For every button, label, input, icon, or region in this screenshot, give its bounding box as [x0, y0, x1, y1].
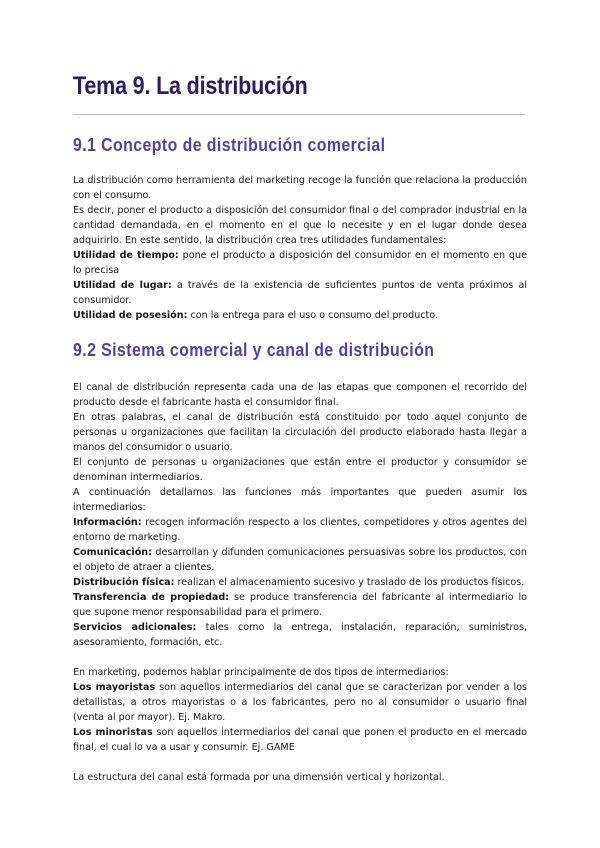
definition: recogen información respecto a los clientes, competidores y otros agentes del entorno de marketing. [73, 517, 527, 543]
definition: pone el producto a disposición del consumidor en el momento en que lo precisa [73, 250, 527, 276]
utility-item [73, 308, 527, 323]
paragraph: La distribución como herramienta del marketing recoge la función que relaciona la producción con el consumo. [73, 175, 527, 201]
term: Los minoristas [73, 727, 153, 738]
term: Los mayoristas [73, 682, 156, 693]
section-2-heading: 9.2 Sistema comercial y canal de distribución [73, 340, 435, 360]
function-item [73, 515, 527, 545]
spacer [73, 755, 527, 770]
definition: con la entrega para el uso o consumo del producto. [187, 310, 439, 321]
section-2-body [73, 380, 527, 785]
type-item [73, 725, 527, 755]
function-item [73, 590, 527, 620]
definition: se produce transferencia del fabricante al intermediario lo que supone menor responsabilidad para el primero. [73, 592, 527, 618]
definition: a través de la existencia de suficientes puntos de venta próximos al consumidor. [73, 280, 527, 306]
spacer [73, 650, 527, 665]
definition: son aquellos intermediarios del canal que se caracterizan por vender a los detallistas, a otros mayoristas o a los fabricantes, pero no al consumidor o usuario final (venta al por mayor). Ej. Makro. [73, 682, 527, 723]
section-1-body [73, 173, 527, 323]
term: Transferencia de propiedad: [73, 592, 230, 603]
function-item [73, 620, 527, 650]
definition: son aquellos intermediarios del canal que ponen el producto en el mercado final, el cual lo va a usar y consumir. Ej. GAME [73, 727, 527, 753]
function-item [73, 545, 527, 575]
title-divider [73, 114, 525, 115]
term: Comunicación: [73, 547, 152, 558]
term: Utilidad de posesión: [73, 310, 188, 321]
paragraph: La estructura del canal está formada por una dimensión vertical y horizontal. [73, 772, 445, 783]
definition: desarrollan y difunden comunicaciones persuasivas sobre los productos, con el objeto de atraer a clientes. [73, 547, 527, 573]
paragraph: En otras palabras, el canal de distribución está constituido por todo aquel conjunto de personas u organizaciones que facilitan la circulación del producto elaborado hasta llegar a manos del consumidor o usuario. [73, 412, 527, 453]
page-title: Tema 9. La distribución [73, 72, 308, 100]
paragraph: En marketing, podemos hablar principalmente de dos tipos de intermediarios: [73, 667, 449, 678]
function-item [73, 575, 527, 590]
definition: realizan el almacenamiento sucesivo y traslado de los productos físicos. [174, 577, 525, 588]
section-1-heading: 9.1 Concepto de distribución comercial [73, 135, 386, 155]
utility-item [73, 248, 527, 278]
utility-item [73, 278, 527, 308]
term: Utilidad de tiempo: [73, 250, 179, 261]
term: Distribución física: [73, 577, 175, 588]
definition: tales como la entrega, instalación, reparación, suministros, asesoramiento, formación, etc. [73, 622, 527, 648]
term: Servicios adicionales: [73, 622, 197, 633]
paragraph: El conjunto de personas u organizaciones que están entre el productor y consumidor se denominan intermediarios. [73, 457, 527, 483]
term: Utilidad de lugar: [73, 280, 172, 291]
paragraph: Es decir, poner el producto a disposición del consumidor final o del comprador industrial en la cantidad demandada, en el momento en el que lo necesite y en el lugar donde desea adquirirlo. En este sentido, la distribución crea tres utilidades fundamentales: [73, 205, 527, 246]
paragraph: El canal de distribución representa cada una de las etapas que componen el recorrido del producto desde el fabricante hasta el consumidor final. [73, 382, 527, 408]
type-item [73, 680, 527, 725]
paragraph: A continuación detallamos las funciones más importantes que pueden asumir los intermediarios: [73, 487, 527, 513]
term: Información: [73, 517, 142, 528]
